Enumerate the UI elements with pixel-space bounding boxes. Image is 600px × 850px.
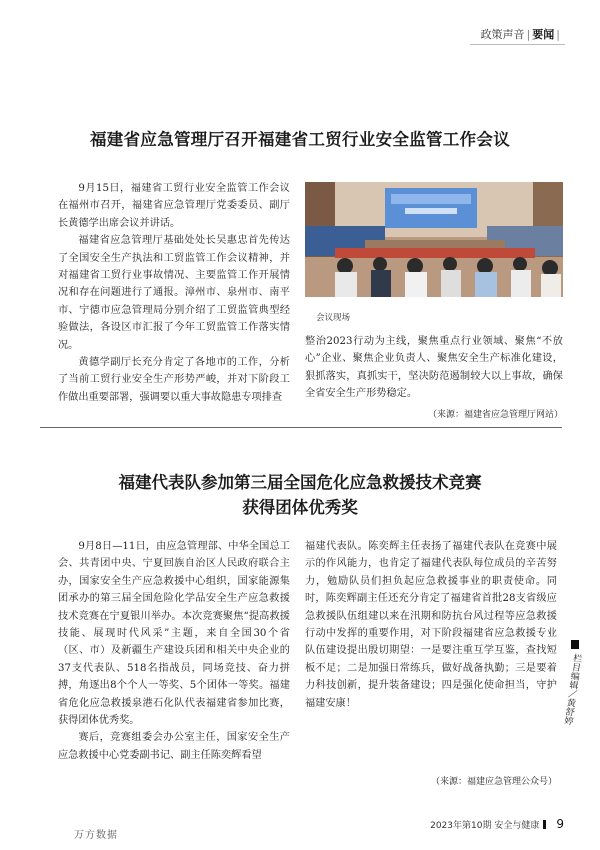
article2-paragraph: 9月8日—11日，由应急管理部、中华全国总工会、共青团中央、宁夏回族自治区人民政府联合主办，国家安全生产应急救援中心组织，国家能源集团承办的第三届全国危险化学品安全生产应急救援技术竞赛在宁夏银川举办。本次竞赛聚焦“提高救援技能、展现时代风采”主题，来自全国30个省（区、市）及新疆生产建设兵团和相关中央企业的37支代表队、518名指战员，同场竞技、奋力拼搏，角逐出8个个人一等奖、5个团体一等奖。福建省危化应急救援泉港石化队代表福建省参加比赛，获得团体优秀奖。	[58, 541, 290, 727]
article1-right-column	[305, 333, 563, 403]
sidebar-marker	[571, 640, 579, 649]
magazine-name: 安全与健康	[494, 821, 540, 831]
meeting-photo-image	[305, 182, 563, 297]
watermark: 万方数据	[74, 830, 118, 841]
article1-paragraph: 9月15日，福建省工贸行业安全监管工作会议在福州市召开，福建省应急管理厅党委委员、副厅长黄德学出席会议并讲话。	[58, 183, 290, 229]
article2-left-column	[58, 538, 290, 764]
header-end-bar: |	[556, 28, 560, 41]
subsection-name: 要闻	[532, 28, 555, 41]
page-footer	[430, 817, 564, 831]
article1-source: （来源：福建省应急管理厅网站）	[427, 410, 563, 420]
article1-paragraph: 福建省应急管理厅基础处处长吴惠忠首先传达了全国安全生产执法和工贸监管工作会议精神，并对福建省工贸行业事故情况、主要监管工作开展情况和存在问题进行了通报。漳州市、泉州市、南平市、宁德市应急管理局分别介绍了工贸监管典型经验做法，各设区市汇报了今年工贸监管工作落实情况。	[58, 235, 290, 351]
editor-sidebar	[562, 640, 584, 726]
article-divider	[40, 427, 562, 428]
article1-paragraph: 整治2023行动为主线，聚焦重点行业领域、聚焦“不放心”企业、聚焦企业负责人、聚焦安全生产标准化建设，狠抓落实，真抓实干，坚决防范遏制较大以上事故，确保全省安全生产形势稳定。	[305, 336, 563, 400]
photo-caption: 会议现场	[316, 313, 351, 323]
article1-paragraph: 黄德学副厅长充分肯定了各地市的工作，分析了当前工贸行业安全生产形势严峻，并对下阶段工作做出重要部署，强调要以重大事故隐患专项排查	[58, 357, 290, 403]
meeting-photo	[305, 182, 563, 297]
section-header	[481, 26, 562, 42]
article1-left-column	[58, 180, 290, 406]
article1-title: 福建省应急管理厅召开福建省工贸行业安全监管工作会议	[90, 130, 510, 149]
header-rule	[470, 44, 565, 45]
article2-title-line1: 福建代表队参加第三届全国危化应急救援技术竞赛	[118, 473, 482, 492]
article2-paragraph: 福建代表队。陈奕辉主任表扬了福建代表队在竞赛中展示的作风能力，也肯定了福建代表队每位成员的辛苦努力，勉励队员们担负起应急救援事业的职责使命。同时，陈奕辉副主任还充分肯定了福建省首批28支省级应急救援队伍组建以来在汛期和防抗台风过程等应急救援行动中发挥的重要作用，对下阶段福建省应急救援专业队伍建设提出殷切期望：一是要注重互学互鉴，查找短板不足；二是加强日常练兵，做好战备执勤；三是要着力科技创新，提升装备建设；四是强化使命担当，守护福建安康！	[305, 541, 557, 709]
header-separator: |	[526, 28, 531, 41]
page-number: 9	[556, 817, 564, 831]
article2-paragraph: 赛后，竞赛组委会办公室主任，国家安全生产应急救援中心党委副书记、副主任陈奕辉看望	[58, 732, 290, 761]
section-name: 政策声音	[480, 28, 525, 41]
editor-credit: 栏目编辑／黄舒婷	[562, 652, 582, 726]
footer-bar	[543, 820, 546, 829]
issue-number: 2023年第10期	[430, 821, 492, 831]
article2-title	[40, 470, 560, 520]
article2-source: （来源：福建应急管理公众号）	[430, 777, 557, 787]
article2-right-column	[305, 538, 557, 712]
article2-title-line2: 获得团体优秀奖	[242, 498, 358, 517]
